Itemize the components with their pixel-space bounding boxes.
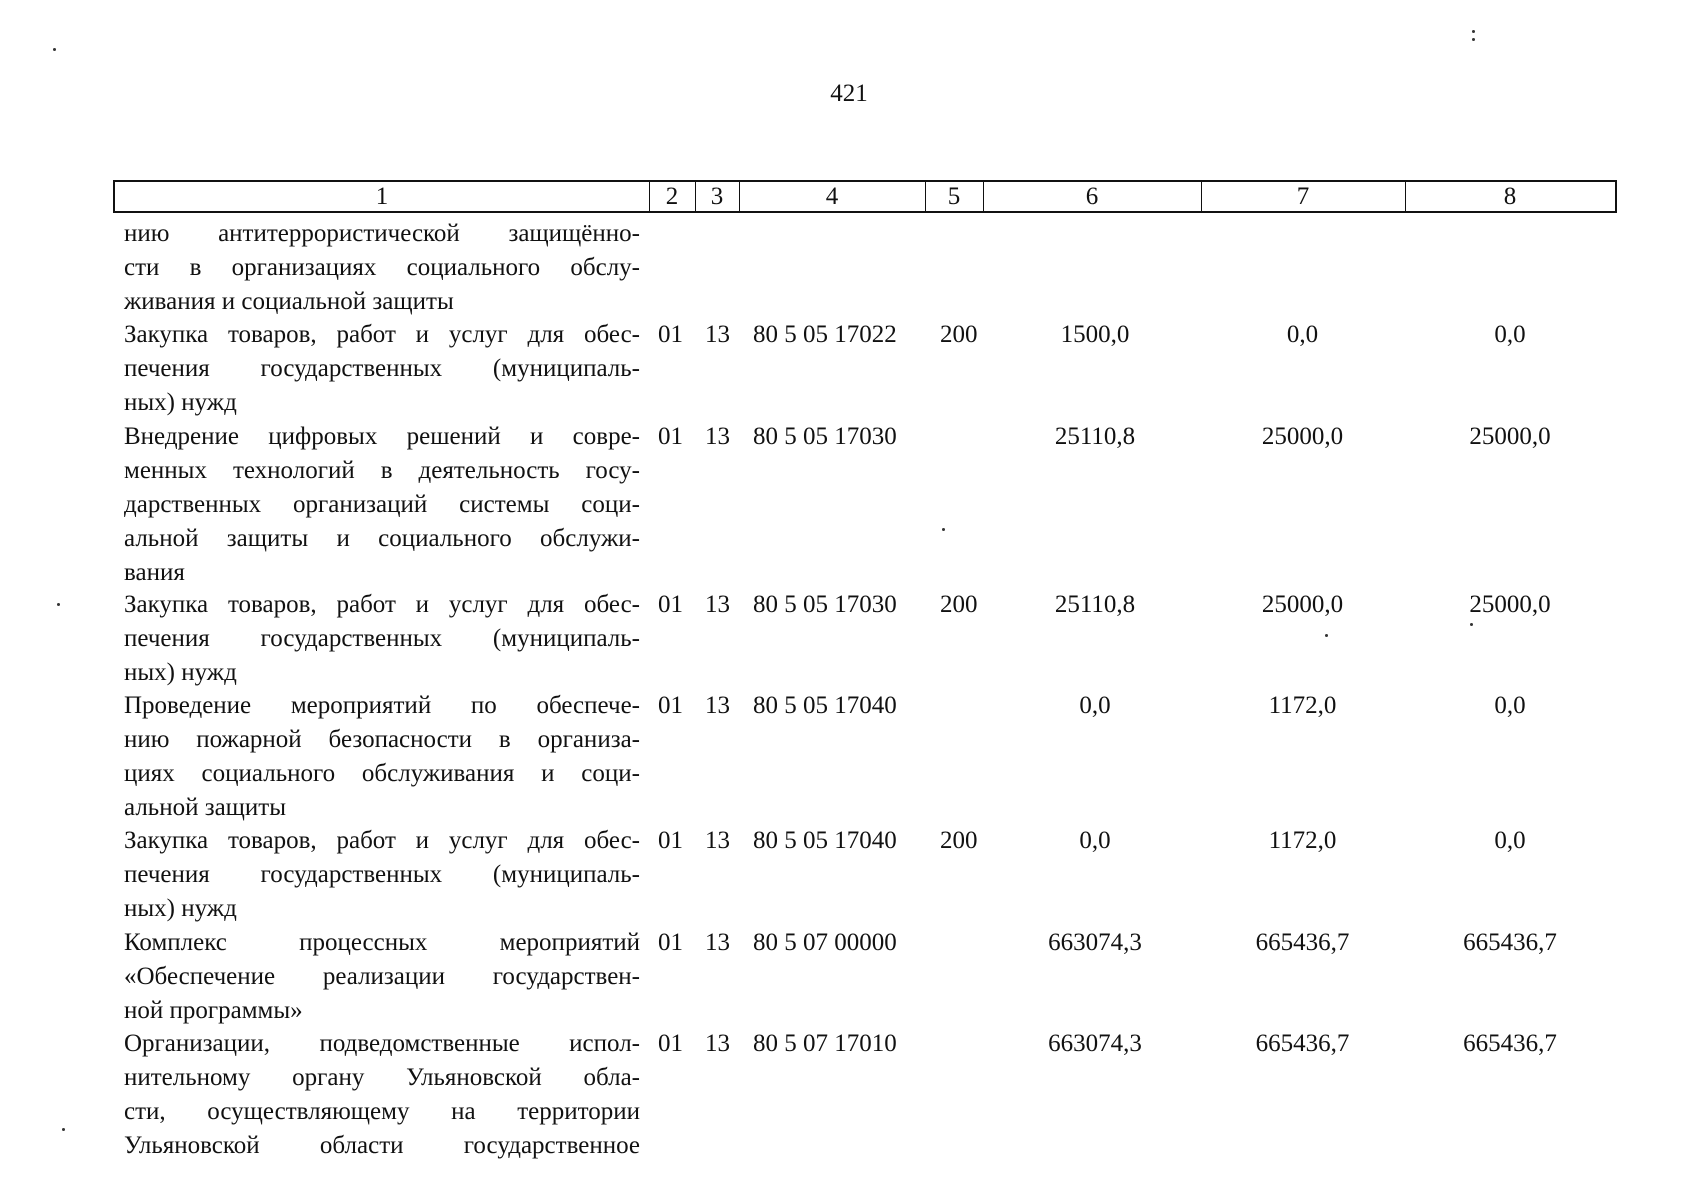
section-code: 01 <box>658 929 683 956</box>
target-item-code: 80 5 05 17040 <box>753 827 897 854</box>
scan-speck <box>1325 634 1328 637</box>
row-description: Закупка товаров, работ и услуг для обес- печения государственных (муниципаль- ных) нужд <box>124 827 640 922</box>
subsection-code: 13 <box>705 591 730 618</box>
amount-col-7: 665436,7 <box>1255 1030 1350 1057</box>
subsection-code: 13 <box>705 423 730 450</box>
row-description: Проведение мероприятий по обеспече- нию пожарной безопасности в организа- циях социального обслуживания и соци- альной защиты <box>124 692 640 821</box>
target-item-code: 80 5 05 17022 <box>753 321 897 348</box>
amount-col-7: 25000,0 <box>1261 423 1344 450</box>
subsection-code: 13 <box>705 692 730 719</box>
header-col-8: 8 <box>1503 183 1517 210</box>
target-item-code: 80 5 05 17030 <box>753 591 897 618</box>
header-col-7: 7 <box>1296 183 1310 210</box>
target-item-code: 80 5 07 17010 <box>753 1030 897 1057</box>
scan-speck <box>57 603 60 606</box>
section-code: 01 <box>658 1030 683 1057</box>
amount-col-6: 663074,3 <box>1048 929 1142 956</box>
row-description: Закупка товаров, работ и услуг для обес- печения государственных (муниципаль- ных) нужд <box>124 321 640 416</box>
amount-col-7: 1172,0 <box>1268 827 1337 854</box>
scan-speck <box>1470 623 1473 626</box>
amount-col-8: 0,0 <box>1494 692 1526 719</box>
header-col-3: 3 <box>710 183 724 210</box>
target-item-code: 80 5 07 00000 <box>753 929 897 956</box>
scan-speck <box>1472 38 1475 41</box>
subsection-code: 13 <box>705 321 730 348</box>
section-code: 01 <box>658 692 683 719</box>
row-description: Комплекс процессных мероприятий «Обеспечение реализации государствен- ной программы» <box>124 929 640 1024</box>
amount-col-8: 665436,7 <box>1463 1030 1557 1057</box>
amount-col-6: 0,0 <box>1079 692 1111 719</box>
amount-col-8: 25000,0 <box>1469 423 1551 450</box>
subsection-code: 13 <box>705 1030 730 1057</box>
amount-col-7: 0,0 <box>1286 321 1319 348</box>
subsection-code: 13 <box>705 929 730 956</box>
amount-col-7: 1172,0 <box>1268 692 1337 719</box>
expense-type-code: 200 <box>940 321 978 348</box>
scan-speck <box>62 1128 65 1131</box>
amount-col-6: 663074,3 <box>1048 1030 1142 1057</box>
section-code: 01 <box>658 827 683 854</box>
amount-col-8: 25000,0 <box>1469 591 1551 618</box>
scan-speck <box>53 48 56 51</box>
header-col-1: 1 <box>375 183 389 210</box>
amount-col-6: 0,0 <box>1079 827 1111 854</box>
row-description: Внедрение цифровых решений и совре- менных технологий в деятельность госу- дарственных организаций системы соци- альной защиты и социального обслужи- вания <box>124 423 640 586</box>
row-description: нию антитеррористической защищённо- сти в организациях социального обслу- живания и социальной защиты <box>124 220 640 315</box>
expense-type-code: 200 <box>940 827 978 854</box>
row-description: Организации, подведомственные испол- нительному органу Ульяновской обла- сти, осуществляющему на территории Ульяновской области государственное <box>124 1030 640 1159</box>
target-item-code: 80 5 05 17030 <box>753 423 897 450</box>
header-col-4: 4 <box>825 183 839 210</box>
header-col-2: 2 <box>665 183 679 210</box>
target-item-code: 80 5 05 17040 <box>753 692 897 719</box>
header-col-6: 6 <box>1085 183 1099 210</box>
subsection-code: 13 <box>705 827 730 854</box>
amount-col-7: 665436,7 <box>1255 929 1350 956</box>
expense-type-code: 200 <box>940 591 978 618</box>
amount-col-6: 25110,8 <box>1054 591 1136 618</box>
scan-speck <box>942 528 945 531</box>
section-code: 01 <box>658 423 683 450</box>
amount-col-6: 1500,0 <box>1060 321 1130 348</box>
amount-col-7: 25000,0 <box>1261 591 1344 618</box>
section-code: 01 <box>658 321 683 348</box>
amount-col-6: 25110,8 <box>1054 423 1136 450</box>
header-col-5: 5 <box>947 183 961 210</box>
amount-col-8: 0,0 <box>1494 321 1526 348</box>
amount-col-8: 665436,7 <box>1463 929 1557 956</box>
scan-speck <box>1472 30 1475 33</box>
row-description: Закупка товаров, работ и услуг для обес- печения государственных (муниципаль- ных) нужд <box>124 591 640 686</box>
amount-col-8: 0,0 <box>1494 827 1526 854</box>
table-header <box>113 180 1617 213</box>
page-number: 421 <box>830 80 868 107</box>
section-code: 01 <box>658 591 683 618</box>
